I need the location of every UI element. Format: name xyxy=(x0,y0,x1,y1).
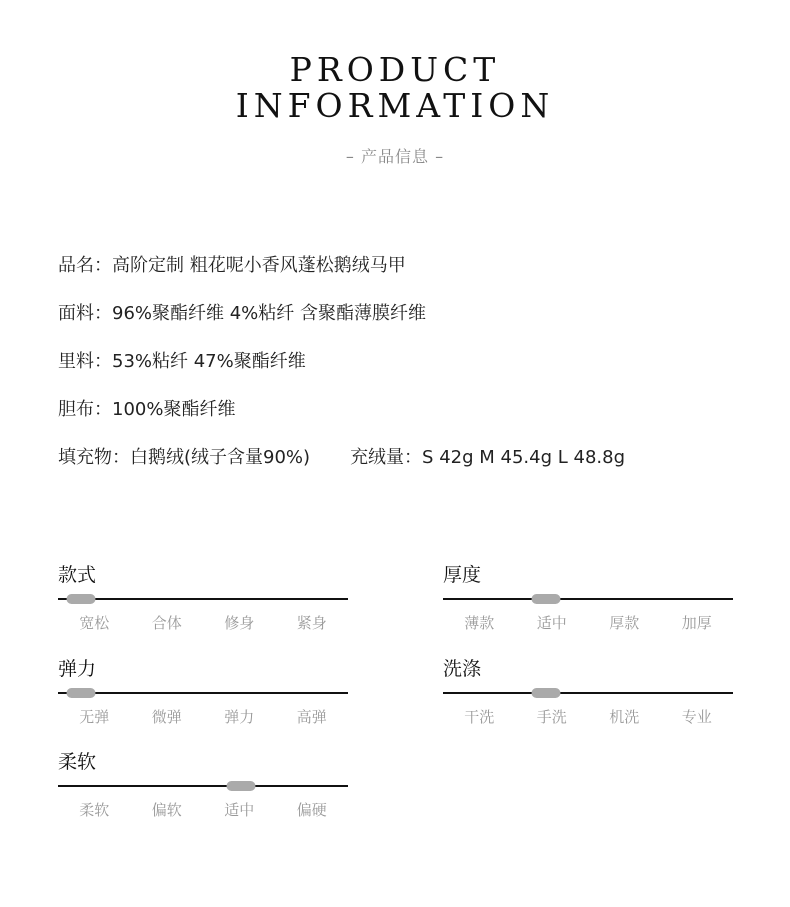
info-filling-row xyxy=(58,444,625,492)
scale-elasticity xyxy=(58,656,348,728)
info-name: 品名：高阶定制 粗花呢小香风蓬松鹅绒马甲 xyxy=(58,255,406,276)
scale-label: 款式 xyxy=(58,564,97,586)
scale-track xyxy=(443,592,733,606)
scale-option: 偏软 xyxy=(151,801,182,819)
scale-washing xyxy=(443,656,733,728)
scale-line xyxy=(443,598,733,600)
scale-track xyxy=(443,686,733,700)
scale-indicator xyxy=(226,781,255,791)
info-liner: 胆布：100%聚酯纤维 xyxy=(58,399,236,420)
scale-option: 宽松 xyxy=(79,614,110,632)
scale-option: 干洗 xyxy=(464,708,495,726)
scale-option: 机洗 xyxy=(609,708,640,726)
scale-indicator xyxy=(67,594,96,604)
subtitle: – 产品信息 – xyxy=(345,147,445,166)
scale-option: 高弹 xyxy=(296,708,327,726)
scale-option: 弹力 xyxy=(224,708,255,726)
scale-option: 修身 xyxy=(224,614,255,632)
scale-option: 无弹 xyxy=(79,708,110,726)
title-line-1: PRODUCT xyxy=(289,50,501,89)
scale-option: 偏硬 xyxy=(296,801,327,819)
info-filling: 填充物：白鹅绒(绒子含量90%) xyxy=(58,447,311,468)
scale-label: 弹力 xyxy=(58,658,97,680)
scale-line xyxy=(58,692,348,694)
scale-label: 厚度 xyxy=(443,564,482,586)
scale-options xyxy=(58,799,348,821)
scale-style xyxy=(58,562,348,634)
scale-option: 微弹 xyxy=(151,708,182,726)
scale-options xyxy=(58,706,348,728)
scale-line xyxy=(443,692,733,694)
scale-option: 紧身 xyxy=(296,614,327,632)
title-line-2: INFORMATION xyxy=(235,86,555,125)
scale-indicator xyxy=(531,688,560,698)
header xyxy=(0,52,790,167)
scale-options xyxy=(443,612,733,634)
scale-label: 洗涤 xyxy=(443,658,482,680)
scale-label: 柔软 xyxy=(58,751,97,773)
scale-line xyxy=(58,785,348,787)
scale-option: 手洗 xyxy=(536,708,567,726)
scale-thickness xyxy=(443,562,733,634)
product-info xyxy=(58,252,625,492)
scale-option: 柔软 xyxy=(79,801,110,819)
info-fabric: 面料：96%聚酯纤维 4%粘纤 含聚酯薄膜纤维 xyxy=(58,303,427,324)
scale-track xyxy=(58,779,348,793)
scale-softness xyxy=(58,749,348,821)
scale-options xyxy=(443,706,733,728)
scale-options xyxy=(58,612,348,634)
info-fill-weight: 充绒量：S 42g M 45.4g L 48.8g xyxy=(350,447,625,468)
scale-option: 适中 xyxy=(224,801,255,819)
scale-track xyxy=(58,686,348,700)
scale-option: 专业 xyxy=(681,708,712,726)
scale-option: 薄款 xyxy=(464,614,495,632)
info-lining: 里料：53%粘纤 47%聚酯纤维 xyxy=(58,351,306,372)
scale-track xyxy=(58,592,348,606)
scale-indicator xyxy=(531,594,560,604)
scale-option: 适中 xyxy=(536,614,567,632)
scale-option: 合体 xyxy=(151,614,182,632)
scale-option: 厚款 xyxy=(609,614,640,632)
scale-line xyxy=(58,598,348,600)
scale-option: 加厚 xyxy=(681,614,712,632)
scale-indicator xyxy=(67,688,96,698)
